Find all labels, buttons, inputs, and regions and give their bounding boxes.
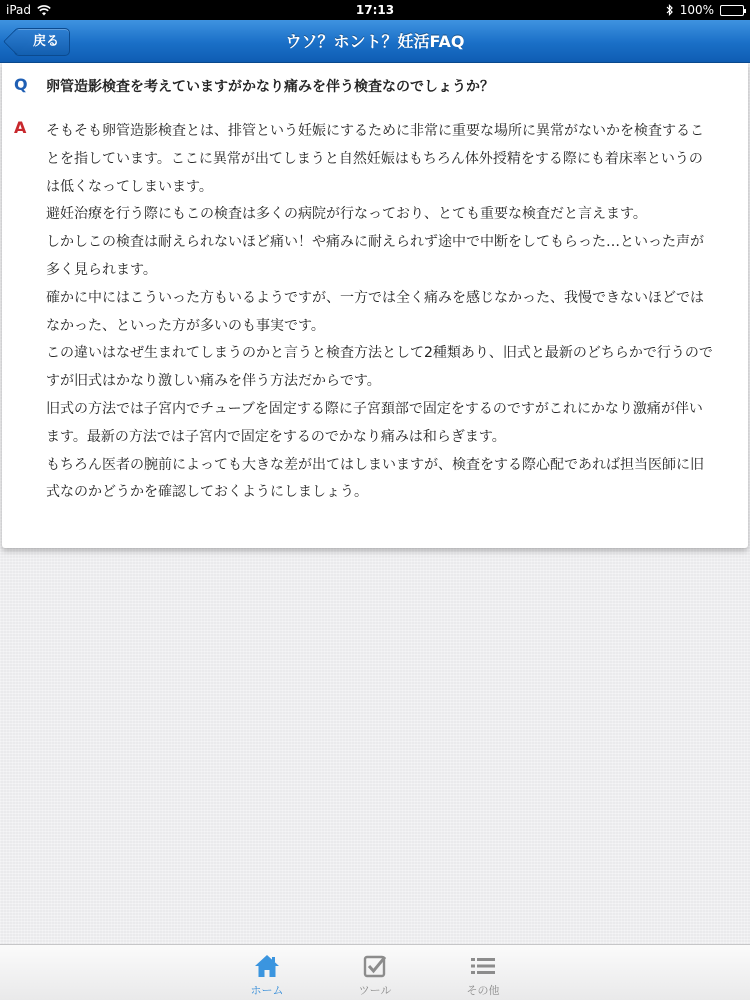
tab-home-label: ホーム: [250, 984, 284, 997]
question-text: 卵管造影検査を考えていますがかなり痛みを伴う検査なのでしょうか？: [46, 79, 494, 95]
answer-paragraph: 確かに中にはこういった方もいるようですが、一方では全く痛みを感じなかった、我慢できないほどではなかった、といった方が多いのも事実です。: [46, 289, 704, 334]
answer-paragraph: しかしこの検査は耐えられないほど痛い！や痛みに耐えられず途中で中断をしてもらった…といった声が多く見られます。: [46, 234, 704, 278]
tab-other-label: その他: [466, 984, 500, 997]
checkbox-icon: [361, 952, 389, 980]
faq-card: [2, 63, 748, 548]
answer-mark-label: A: [14, 118, 27, 137]
tab-tools-label: ツール: [358, 984, 392, 997]
answer-body: [46, 118, 716, 507]
status-time: 17:13: [355, 3, 395, 17]
back-button-label: 戻る: [33, 34, 60, 49]
answer-paragraph: この違いはなぜ生まれてしまうのかと言うと検査方法として2種類あり、旧式と最新のどちらかで行うのですが旧式はかなり激しい痛みを伴う方法だからです。: [46, 345, 713, 390]
tab-bar: [0, 944, 750, 1000]
navigation-bar: [0, 20, 750, 63]
page-title: ウソ？ホント？妊活FAQ: [285, 32, 465, 51]
question-mark-label: Q: [14, 75, 28, 94]
tab-tools[interactable]: [335, 945, 415, 1000]
tab-other[interactable]: [443, 945, 523, 1000]
home-icon: [253, 952, 281, 980]
back-button[interactable]: [14, 28, 70, 56]
status-bar: [0, 0, 750, 20]
answer-paragraph: 旧式の方法では子宮内でチューブを固定する際に子宮頚部で固定をするのですがこれにかなり激痛が伴います。最新の方法では子宮内で固定をするのでかなり痛みは和らぎます。: [46, 400, 703, 445]
list-icon: [469, 952, 497, 980]
battery-icon: [720, 5, 744, 16]
tab-home[interactable]: [227, 945, 307, 1000]
answer-paragraph: そもそも卵管造影検査とは、排管という妊娠にするために非常に重要な場所に異常がないかを検査することを指しています。ここに異常が出てしまうと自然妊娠はもちろん体外授精をする際にも着床率というのは低くなってしまいます。: [46, 123, 704, 195]
answer-paragraph: 避妊治療を行う際にもこの検査は多くの病院が行なっており、とても重要な検査だと言えます。: [46, 206, 647, 223]
answer-paragraph: もちろん医者の腕前によっても大きな差が出てはしまいますが、検査をする際心配であれば担当医師に旧式なのかどうかを確認しておくようにしましょう。: [46, 456, 704, 501]
status-right: [666, 0, 744, 20]
device-name: iPad: [6, 3, 32, 17]
bluetooth-icon: [666, 4, 674, 16]
battery-percent: 100%: [679, 3, 714, 17]
